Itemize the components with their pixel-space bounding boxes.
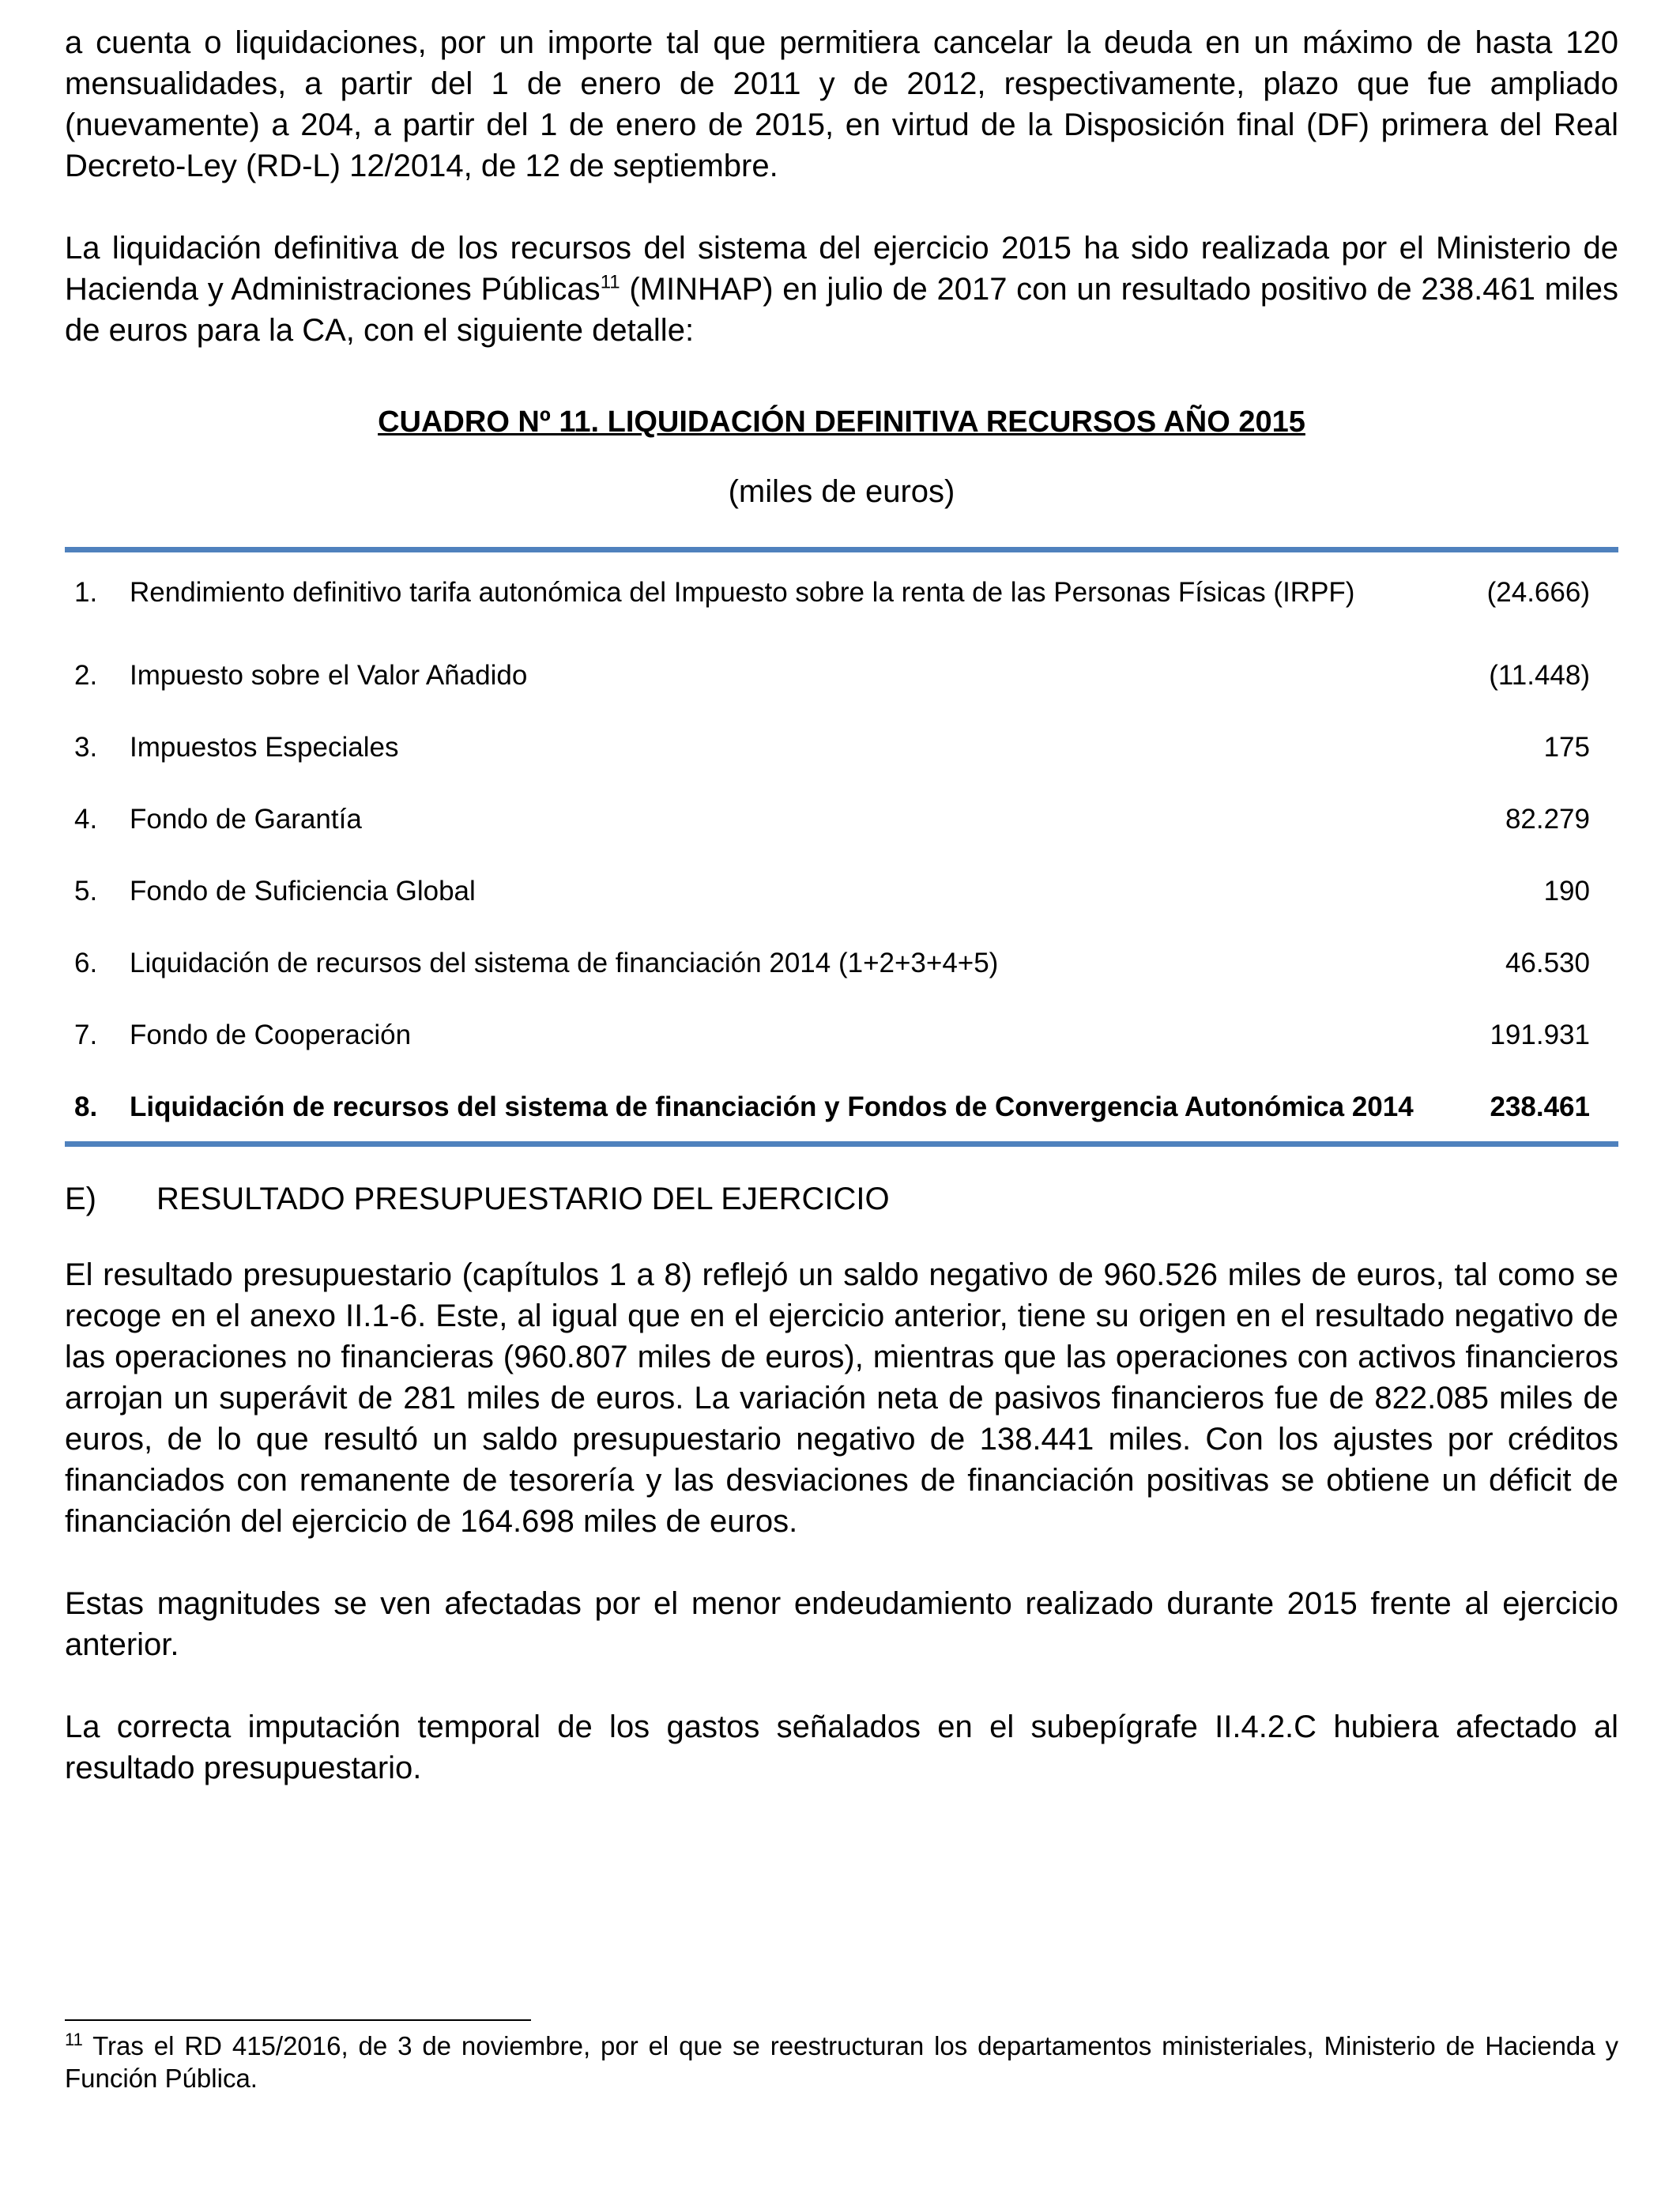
paragraph-liquidation [65, 228, 1618, 351]
footnote-separator [65, 2019, 531, 2021]
table-title: CUADRO Nº 11. LIQUIDACIÓN DEFINITIVA RECURSOS AÑO 2015 [378, 405, 1305, 439]
row-number: 1. [74, 577, 98, 608]
row-value: 238.461 [1490, 1091, 1590, 1122]
paragraph-budget-result: El resultado presupuestario (capítulos 1 a 8) reflejó un saldo negativo de 960.526 miles de euros, tal como se recoge en el anexo II.1-6. Este, al igual que en el ejercicio anterior, tiene su origen en el resultado negativo de las operaciones no financieras (960.807 miles de euros), mientras que las operaciones con activos financieros arrojan un superávit de 281 miles de euros. La variación neta de pasivos financieros fue de 822.085 miles de euros, de lo que resultó un saldo presupuestario negativo de 138.441 miles. Con los ajustes por créditos financiados con remanente de tesorería y las desviaciones de financiación positivas se obtiene un déficit de financiación del ejercicio de 164.698 miles de euros. [65, 1257, 1618, 1539]
liquidation-table [65, 547, 1618, 1147]
row-number: 4. [74, 804, 98, 835]
paragraph-imputation: La correcta imputación temporal de los gastos señalados en el subepígrafe II.4.2.C hubiera afectado al resultado presupuestario. [65, 1710, 1618, 1785]
row-number: 6. [74, 948, 98, 978]
row-label: Liquidación de recursos del sistema de financiación 2014 (1+2+3+4+5) [130, 948, 999, 978]
row-label: Liquidación de recursos del sistema de financiación y Fondos de Convergencia Autonómica 2014 [130, 1091, 1414, 1122]
row-value: 82.279 [1505, 804, 1590, 835]
table-row [65, 659, 1618, 699]
table-row [65, 803, 1618, 843]
row-label: Impuestos Especiales [130, 732, 399, 763]
row-label: Rendimiento definitivo tarifa autonómica del Impuesto sobre la renta de las Personas Físicas (IRPF) [130, 577, 1355, 608]
footnote-reference: 11 [600, 271, 620, 293]
row-label: Fondo de Garantía [130, 804, 362, 835]
footnote-number: 11 [65, 2030, 83, 2049]
row-value: 175 [1543, 732, 1590, 763]
section-letter: E) [65, 1182, 96, 1216]
table-row [65, 1019, 1618, 1058]
row-number: 7. [74, 1020, 98, 1050]
section-heading [65, 1178, 1618, 1220]
row-value: (11.448) [1489, 660, 1590, 691]
paragraph-liquidation-text-a: La liquidación definitiva de los recursos del sistema del ejercicio 2015 ha sido realizada por el Ministerio de Hacienda y Administraciones Públicas [65, 231, 1618, 307]
row-number: 2. [74, 660, 98, 691]
row-label: Fondo de Suficiencia Global [130, 876, 476, 907]
document-page [65, 22, 1618, 1789]
row-number: 3. [74, 732, 98, 763]
footnote [65, 2030, 1618, 2094]
footnote-text: Tras el RD 415/2016, de 3 de noviembre, por el que se reestructuran los departamentos ministeriales, Ministerio de Hacienda y Función Pública. [65, 2031, 1618, 2093]
table-row [65, 875, 1618, 914]
section-title: RESULTADO PRESUPUESTARIO DEL EJERCICIO [156, 1182, 890, 1216]
table-subtitle: (miles de euros) [728, 474, 955, 509]
row-value: 46.530 [1505, 948, 1590, 978]
row-value: 191.931 [1490, 1020, 1590, 1050]
row-value: 190 [1543, 876, 1590, 907]
paragraph-intro: a cuenta o liquidaciones, por un importe tal que permitiera cancelar la deuda en un máximo de hasta 120 mensualidades, a partir del 1 de enero de 2011 y de 2012, respectivamente, plazo que fue ampliado (nuevamente) a 204, a partir del 1 de enero de 2015, en virtud de la Disposición final (DF) primera del Real Decreto-Ley (RD-L) 12/2014, de 12 de septiembre. [65, 25, 1618, 183]
table-row-total [65, 1091, 1618, 1130]
row-label: Fondo de Cooperación [130, 1020, 412, 1050]
row-number: 5. [74, 876, 98, 907]
paragraph-liquidation-text-b: (MINHAP) en julio de 2017 con un resultado positivo de 238.461 miles de euros para la CA, con el siguiente detalle: [65, 272, 1618, 348]
row-number: 8. [74, 1091, 98, 1122]
table-row [65, 576, 1618, 616]
row-value: (24.666) [1486, 577, 1590, 608]
row-label: Impuesto sobre el Valor Añadido [130, 660, 528, 691]
table-row [65, 731, 1618, 771]
paragraph-magnitudes: Estas magnitudes se ven afectadas por el menor endeudamiento realizado durante 2015 frente al ejercicio anterior. [65, 1586, 1618, 1662]
table-row [65, 947, 1618, 986]
